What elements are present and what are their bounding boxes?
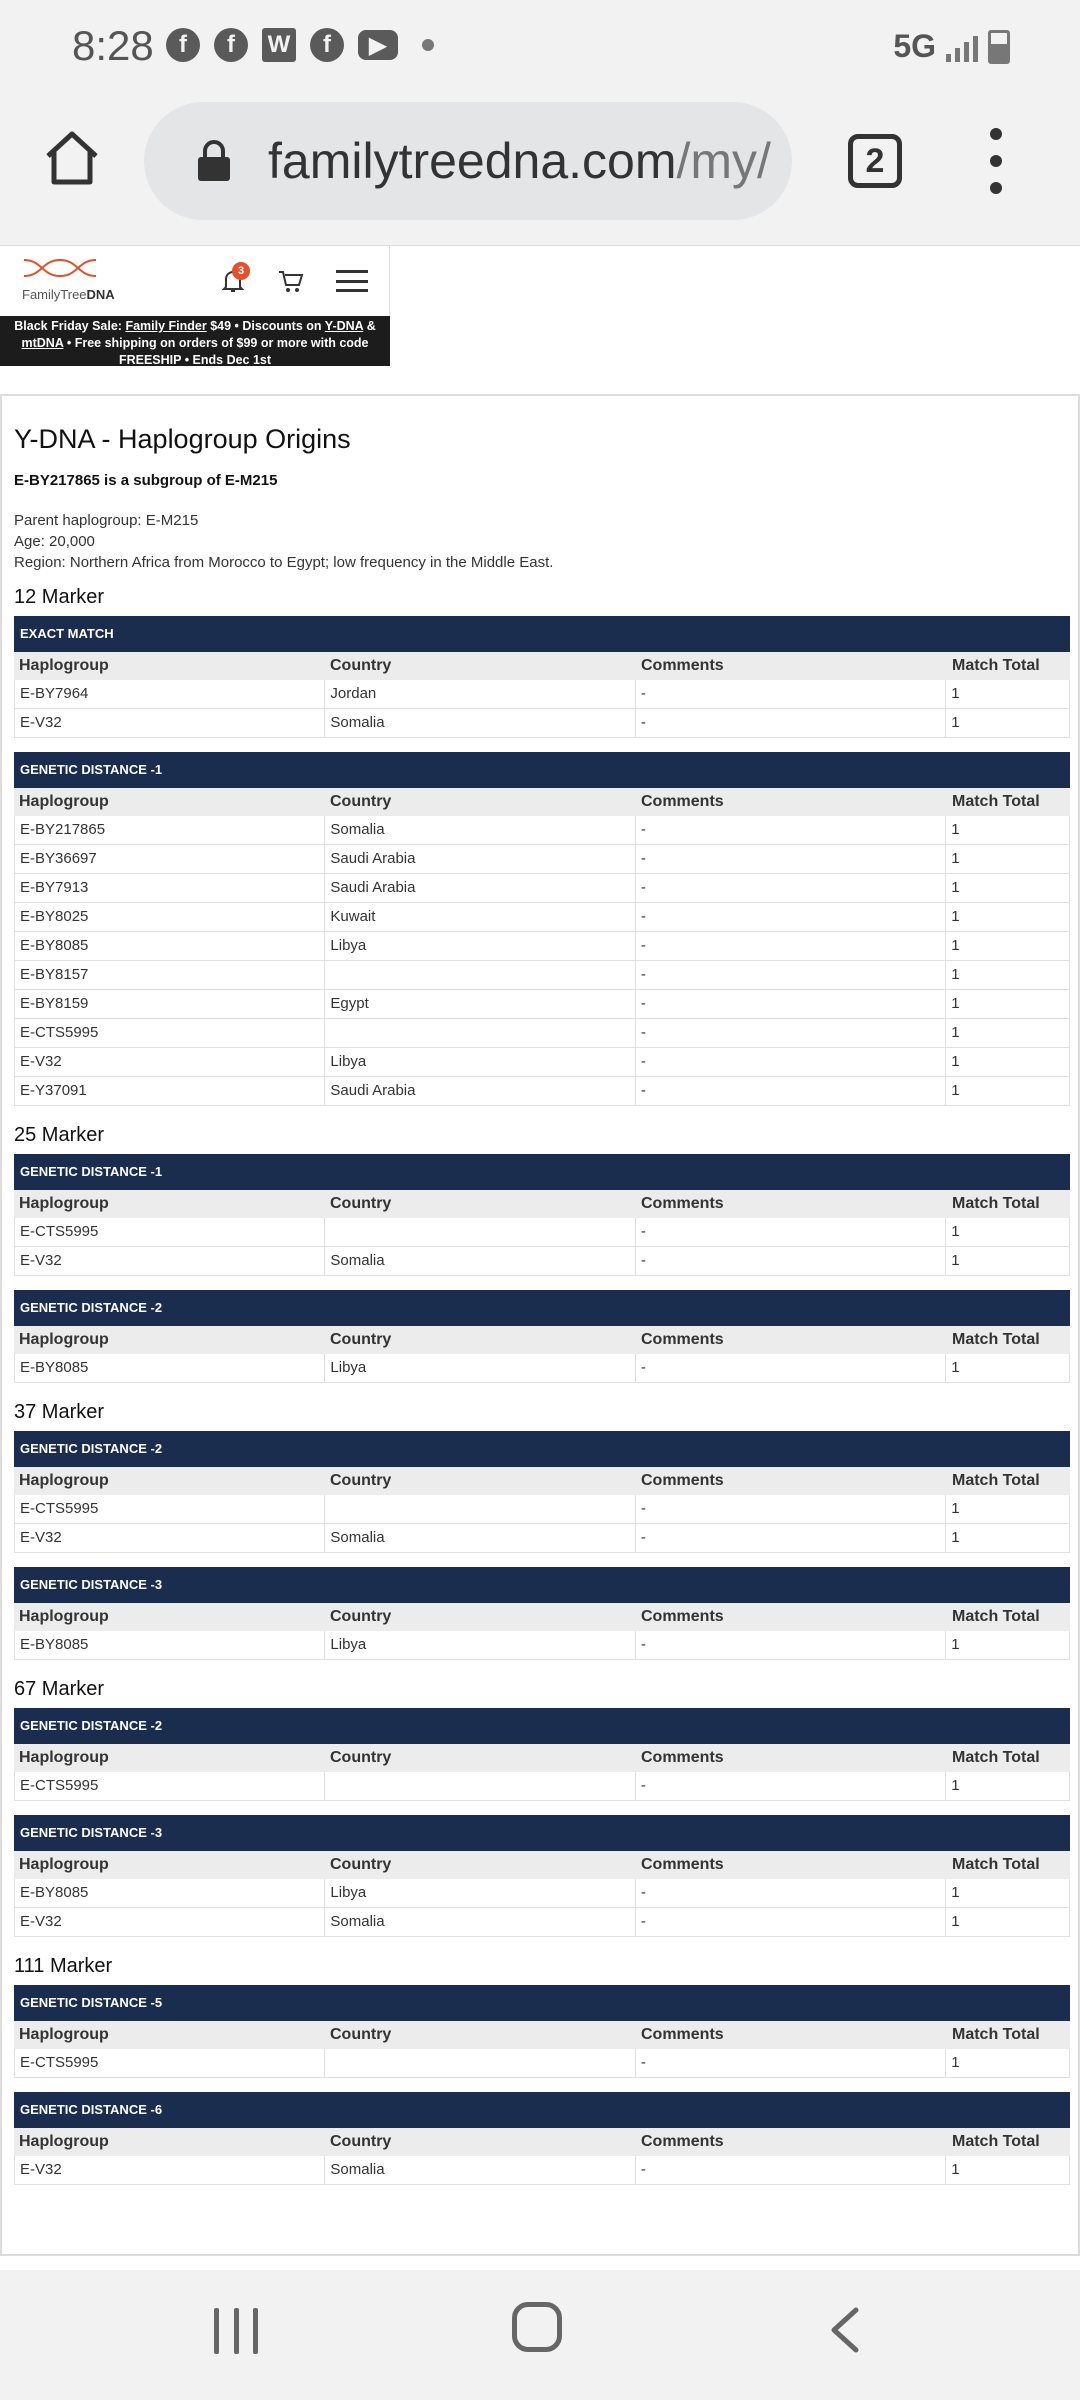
haplogroup-table <box>14 1290 1070 1383</box>
table-cell: - <box>636 1631 946 1659</box>
column-header: Country <box>330 1749 392 1766</box>
haplogroup-table <box>14 1985 1070 2078</box>
table-cell: - <box>636 1879 946 1907</box>
table-cell: 1 <box>951 1053 960 1070</box>
table-cell: E-V32 <box>15 1048 325 1076</box>
table-row <box>14 845 1070 874</box>
table-heading: EXACT MATCH <box>14 616 1070 652</box>
table-heading: GENETIC DISTANCE -2 <box>14 1431 1070 1467</box>
table-cell: 1 <box>951 1223 960 1240</box>
column-header: Match Total <box>952 793 1040 810</box>
column-header: Haplogroup <box>19 1749 109 1766</box>
haplogroup-meta <box>14 510 553 573</box>
table-cell: 1 <box>951 1359 960 1376</box>
hamburger-menu-icon[interactable] <box>336 270 368 292</box>
haplogroup-table <box>14 1708 1070 1801</box>
table-cell: 1 <box>951 908 960 925</box>
table-cell: 1 <box>951 995 960 1012</box>
table-cell: E-CTS5995 <box>15 1019 325 1047</box>
table-row <box>14 1631 1070 1660</box>
table-column-headers <box>14 652 1070 680</box>
haplogroup-table <box>14 752 1070 1106</box>
table-cell: Saudi Arabia <box>325 1077 635 1105</box>
column-header: Comments <box>641 1856 724 1873</box>
table-cell: - <box>636 709 946 737</box>
table-cell <box>325 1772 635 1800</box>
table-cell: E-CTS5995 <box>15 2049 325 2077</box>
table-row <box>14 1077 1070 1106</box>
column-header: Match Total <box>952 2133 1040 2150</box>
table-cell: 1 <box>951 1082 960 1099</box>
column-header: Haplogroup <box>19 793 109 810</box>
table-row <box>14 1048 1070 1077</box>
family-finder-link[interactable]: Family Finder <box>125 319 207 333</box>
table-row <box>14 961 1070 990</box>
back-icon[interactable] <box>826 2306 862 2354</box>
table-cell: - <box>636 816 946 844</box>
table-cell: - <box>636 680 946 708</box>
table-cell: E-BY217865 <box>15 816 325 844</box>
table-heading: GENETIC DISTANCE -6 <box>14 2092 1070 2128</box>
table-column-headers <box>14 1744 1070 1772</box>
browser-toolbar <box>0 96 1080 246</box>
table-heading: GENETIC DISTANCE -5 <box>14 1985 1070 2021</box>
facebook-icon: f <box>214 28 248 62</box>
marker-section-title: 67 Marker <box>14 1678 105 1700</box>
table-cell: - <box>636 903 946 931</box>
table-column-headers <box>14 1603 1070 1631</box>
table-column-headers <box>14 1851 1070 1879</box>
table-heading: GENETIC DISTANCE -2 <box>14 1290 1070 1326</box>
table-cell: - <box>636 874 946 902</box>
haplogroup-region: Region: Northern Africa from Morocco to Egypt; low frequency in the Middle East. <box>14 554 554 571</box>
signal-icon <box>946 32 978 62</box>
table-row <box>14 1879 1070 1908</box>
table-cell: 1 <box>951 1529 960 1546</box>
home-icon[interactable] <box>40 126 104 190</box>
table-cell: 1 <box>951 850 960 867</box>
table-cell: 1 <box>951 714 960 731</box>
table-row <box>14 680 1070 709</box>
column-header: Comments <box>641 1195 724 1212</box>
table-row <box>14 1354 1070 1383</box>
haplogroup-table <box>14 1815 1070 1937</box>
table-row <box>14 1495 1070 1524</box>
facebook-icon: f <box>310 28 344 62</box>
table-cell: E-BY8159 <box>15 990 325 1018</box>
home-nav-icon[interactable] <box>512 2302 562 2352</box>
column-header: Haplogroup <box>19 2133 109 2150</box>
haplogroup-table <box>14 1567 1070 1660</box>
table-cell: - <box>636 845 946 873</box>
table-cell: E-V32 <box>15 1247 325 1275</box>
column-header: Country <box>330 1608 392 1625</box>
table-cell: Somalia <box>325 1247 635 1275</box>
table-cell: 1 <box>951 1500 960 1517</box>
network-type: 5G <box>893 28 936 64</box>
table-row <box>14 816 1070 845</box>
table-cell: Kuwait <box>325 903 635 931</box>
table-cell: 1 <box>951 2161 960 2178</box>
table-cell: 1 <box>951 821 960 838</box>
table-cell: - <box>636 1772 946 1800</box>
column-header: Match Total <box>952 1608 1040 1625</box>
table-cell: - <box>636 1247 946 1275</box>
table-cell: Jordan <box>325 680 635 708</box>
url-text <box>268 132 788 190</box>
y-dna-link[interactable]: Y-DNA <box>324 319 364 333</box>
column-header: Country <box>330 793 392 810</box>
haplogroup-table <box>14 1154 1070 1276</box>
table-cell: E-BY36697 <box>15 845 325 873</box>
table-cell: 1 <box>951 879 960 896</box>
column-header: Comments <box>641 1472 724 1489</box>
table-cell: Somalia <box>325 709 635 737</box>
table-heading: GENETIC DISTANCE -3 <box>14 1815 1070 1851</box>
column-header: Match Total <box>952 1856 1040 1873</box>
table-heading: GENETIC DISTANCE -3 <box>14 1567 1070 1603</box>
cart-icon[interactable] <box>278 270 304 294</box>
table-cell <box>325 1495 635 1523</box>
table-cell: E-BY8085 <box>15 1354 325 1382</box>
haplogroup-table <box>14 2092 1070 2185</box>
youtube-icon: ▶ <box>358 30 398 60</box>
promo-banner: Black Friday Sale: Family Finder $49 • Discounts on Y-DNA & mtDNA • Free shipping on orders of $99 or more with code FREESHIP • Ends Dec 1st <box>0 316 390 366</box>
column-header: Comments <box>641 2026 724 2043</box>
table-row <box>14 932 1070 961</box>
table-heading: GENETIC DISTANCE -1 <box>14 1154 1070 1190</box>
table-cell: Saudi Arabia <box>325 874 635 902</box>
table-row <box>14 1019 1070 1048</box>
notification-icons <box>166 28 434 62</box>
table-column-headers <box>14 2021 1070 2049</box>
column-header: Country <box>330 657 392 674</box>
table-row <box>14 709 1070 738</box>
status-right <box>893 28 1010 65</box>
table-cell: - <box>636 1019 946 1047</box>
table-column-headers <box>14 1326 1070 1354</box>
table-row <box>14 1908 1070 1937</box>
table-cell: E-CTS5995 <box>15 1495 325 1523</box>
status-bar <box>0 0 1080 96</box>
table-cell: Saudi Arabia <box>325 845 635 873</box>
table-cell: E-Y37091 <box>15 1077 325 1105</box>
table-cell: E-V32 <box>15 1908 325 1936</box>
table-cell: E-BY8025 <box>15 903 325 931</box>
table-cell: E-BY8157 <box>15 961 325 989</box>
site-header <box>0 246 390 316</box>
table-cell: Libya <box>325 932 635 960</box>
column-header: Match Total <box>952 1472 1040 1489</box>
table-cell: - <box>636 1354 946 1382</box>
table-cell: Somalia <box>325 1908 635 1936</box>
column-header: Country <box>330 2026 392 2043</box>
table-cell: E-BY8085 <box>15 1631 325 1659</box>
table-cell: Somalia <box>325 1524 635 1552</box>
column-header: Comments <box>641 2133 724 2150</box>
marker-section-title: 12 Marker <box>14 586 105 608</box>
column-header: Haplogroup <box>19 1195 109 1212</box>
table-cell: E-V32 <box>15 2156 325 2184</box>
table-cell: 1 <box>951 966 960 983</box>
table-cell: - <box>636 2156 946 2184</box>
tab-switcher-button[interactable]: 2 <box>848 134 902 188</box>
site-logo[interactable] <box>22 256 115 302</box>
table-cell: Libya <box>325 1631 635 1659</box>
table-cell: 1 <box>951 1777 960 1794</box>
table-cell: E-CTS5995 <box>15 1218 325 1246</box>
table-cell: E-BY7913 <box>15 874 325 902</box>
table-row <box>14 1524 1070 1553</box>
table-cell: Libya <box>325 1048 635 1076</box>
column-header: Country <box>330 2133 392 2150</box>
column-header: Comments <box>641 657 724 674</box>
column-header: Match Total <box>952 1195 1040 1212</box>
table-cell: Libya <box>325 1354 635 1382</box>
table-column-headers <box>14 2128 1070 2156</box>
marker-section-title: 25 Marker <box>14 1124 105 1146</box>
more-notifications-dot-icon <box>422 39 434 51</box>
table-cell: - <box>636 961 946 989</box>
haplogroup-age: Age: 20,000 <box>14 533 95 550</box>
column-header: Haplogroup <box>19 657 109 674</box>
table-row <box>14 2049 1070 2078</box>
table-cell: E-BY7964 <box>15 680 325 708</box>
table-row <box>14 903 1070 932</box>
table-cell: - <box>636 1908 946 1936</box>
table-cell: - <box>636 1048 946 1076</box>
table-cell: 1 <box>951 1024 960 1041</box>
column-header: Country <box>330 1856 392 1873</box>
table-cell: Somalia <box>325 2156 635 2184</box>
table-cell: 1 <box>951 1913 960 1930</box>
table-cell: E-CTS5995 <box>15 1772 325 1800</box>
column-header: Haplogroup <box>19 2026 109 2043</box>
table-cell: E-BY8085 <box>15 1879 325 1907</box>
battery-icon <box>988 30 1010 64</box>
facebook-icon: f <box>166 28 200 62</box>
table-cell: - <box>636 990 946 1018</box>
table-column-headers <box>14 1190 1070 1218</box>
web-page <box>0 246 1080 2270</box>
parent-haplogroup: Parent haplogroup: E-M215 <box>14 512 199 529</box>
column-header: Haplogroup <box>19 1608 109 1625</box>
column-header: Haplogroup <box>19 1331 109 1348</box>
table-cell: 1 <box>951 1252 960 1269</box>
column-header: Comments <box>641 1331 724 1348</box>
table-row <box>14 874 1070 903</box>
table-cell: E-V32 <box>15 1524 325 1552</box>
system-nav-bar <box>0 2270 1080 2400</box>
table-cell: 1 <box>951 937 960 954</box>
column-header: Match Total <box>952 657 1040 674</box>
table-cell: - <box>636 2049 946 2077</box>
table-cell <box>325 1019 635 1047</box>
table-cell: - <box>636 1077 946 1105</box>
table-cell: Libya <box>325 1879 635 1907</box>
table-cell <box>325 2049 635 2077</box>
recent-apps-icon[interactable] <box>214 2308 258 2354</box>
url-domain: familytreedna.com <box>268 133 677 189</box>
table-column-headers <box>14 1467 1070 1495</box>
mtdna-link[interactable]: mtDNA <box>21 336 64 350</box>
table-cell: 1 <box>951 1884 960 1901</box>
table-cell: 1 <box>951 1636 960 1653</box>
table-row <box>14 990 1070 1019</box>
table-row <box>14 1218 1070 1247</box>
address-bar[interactable] <box>144 102 792 220</box>
table-cell <box>325 1218 635 1246</box>
table-cell: - <box>636 1218 946 1246</box>
w-app-icon: W <box>262 28 296 62</box>
column-header: Comments <box>641 793 724 810</box>
table-cell: Egypt <box>325 990 635 1018</box>
table-row <box>14 1247 1070 1276</box>
table-cell: 1 <box>951 685 960 702</box>
table-cell: 1 <box>951 2054 960 2071</box>
column-header: Comments <box>641 1749 724 1766</box>
notification-count-badge: 3 <box>232 262 250 280</box>
column-header: Haplogroup <box>19 1856 109 1873</box>
haplogroup-origins-panel <box>0 394 1080 2256</box>
column-header: Haplogroup <box>19 1472 109 1489</box>
table-cell: - <box>636 1495 946 1523</box>
haplogroup-table <box>14 1431 1070 1553</box>
marker-section-title: 111 Marker <box>14 1955 113 1977</box>
logo-wordmark: FamilyTreeDNA <box>22 287 115 302</box>
table-row <box>14 1772 1070 1801</box>
column-header: Comments <box>641 1608 724 1625</box>
table-cell: E-BY8085 <box>15 932 325 960</box>
dna-helix-logo-icon <box>22 256 112 280</box>
table-cell: - <box>636 932 946 960</box>
status-time: 8:28 <box>72 22 154 69</box>
url-path: /my/ <box>676 133 771 189</box>
column-header: Match Total <box>952 1331 1040 1348</box>
table-column-headers <box>14 788 1070 816</box>
column-header: Country <box>330 1472 392 1489</box>
table-cell <box>325 961 635 989</box>
table-cell: Somalia <box>325 816 635 844</box>
table-heading: GENETIC DISTANCE -2 <box>14 1708 1070 1744</box>
marker-section-title: 37 Marker <box>14 1401 105 1423</box>
column-header: Match Total <box>952 1749 1040 1766</box>
table-row <box>14 2156 1070 2185</box>
page-title: Y-DNA - Haplogroup Origins <box>14 424 351 454</box>
haplogroup-table <box>14 616 1070 738</box>
table-cell: - <box>636 1524 946 1552</box>
column-header: Country <box>330 1195 392 1212</box>
table-heading: GENETIC DISTANCE -1 <box>14 752 1070 788</box>
table-cell: E-V32 <box>15 709 325 737</box>
column-header: Match Total <box>952 2026 1040 2043</box>
subgroup-statement: E-BY217865 is a subgroup of E-M215 <box>14 472 278 489</box>
column-header: Country <box>330 1331 392 1348</box>
lock-icon <box>196 139 232 183</box>
browser-menu-icon[interactable] <box>984 128 1008 194</box>
